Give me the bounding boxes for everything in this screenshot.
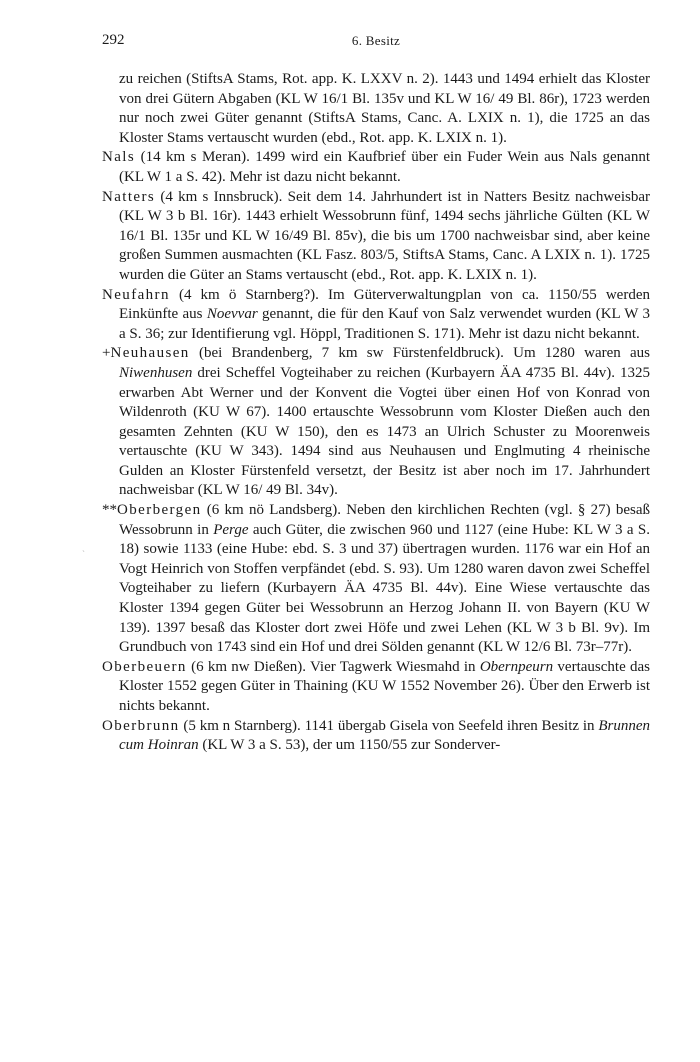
page-header — [102, 32, 650, 54]
entry-marker: + — [102, 345, 111, 362]
historical-place-name: Brunnen cum Hoinran — [119, 717, 650, 754]
entry-text: vertauschte das Kloster 1552 gegen Güter in Thaining (KU W 1552 November 26). Über den Erwerb ist nichts bekannt. — [119, 658, 650, 714]
entry-text: (KL W 3 a S. 53), der um 1150/55 zur Sonderver- — [198, 737, 501, 754]
entry-cont — [102, 70, 650, 148]
entry-text: (4 km ö Starnberg?). Im Güterverwaltungplan von ca. 1150/55 werden Einkünfte aus — [119, 286, 650, 323]
entry-text: genannt, die für den Kauf von Salz verwendet wurden (KL W 3 a S. 36; zur Identifierung vgl. Höppl, Traditionen S. 171). Mehr ist dazu nicht bekannt. — [119, 306, 650, 342]
entry-text: (6 km nö Landsberg). Neben den kirchlichen Rechten (vgl. § 27) besaß Wessobrunn in — [119, 502, 650, 538]
entry-text: zu reichen (StiftsA Stams, Rot. app. K. LXXV n. 2). 1443 und 1494 erhielt das Kloster von drei Gütern Abgaben (KL W 16/1 Bl. 135v und KL W 16/ 49 Bl. 86r), 1723 werden nur noch zwei Güter genannt (StiftsA Stams, Canc. A. LXIX n. 1), die 1725 an das Kloster Stams vertauscht wurden (ebd., Rot. app. K. LXIX n. 1). — [119, 71, 650, 146]
entry-headword: Oberbergen — [117, 502, 202, 519]
entry-headword: Oberbrunn — [102, 717, 180, 734]
entry-text: (14 km s Meran). 1499 wird ein Kaufbrief über ein Fuder Wein aus Nals genannt (KL W 1 a S. 42). Mehr ist dazu nicht bekannt. — [119, 149, 650, 185]
entry-marker: ** — [102, 502, 117, 519]
entry-text: (4 km s Innsbruck). Seit dem 14. Jahrhundert ist in Natters Besitz nachweisbar (KL W 3 b Bl. 16r). 1443 erhielt Wessobrunn fünf, 1494 sechs jährliche Gülten (KL W 16/1 Bl. 135r und KL W 16/49 Bl. 85v), die bis um 1700 nachweisbar sind, aber keine großen Summen ausmachten (KL Fasz. 803/5, StiftsA Stams, Canc. A LXIX n. 1). 1725 wurden die Güter an Stams vertauscht (ebd., Rot. app. K. LXIX n. 1). — [119, 188, 650, 283]
running-title: 6. Besitz — [351, 33, 401, 48]
entry-oberbergen — [102, 501, 650, 658]
entry-oberbeuern — [102, 658, 650, 717]
entry-text: auch Güter, die zwischen 960 und 1127 (eine Hube: KL W 3 a S. 18) sowie 1133 (eine Hube: ebd. S. 3 und 37) übertragen wurden. 1176 war ein Hof an Vogt Heinrich von Stoffen verpfändet (ebd. S. 93). Um 1280 waren davon zwei Scheffel Vogteihaber zu liefern (Kurbayern ÄA 4735 Bl. 44v). Eine Wiese vertauschte das Kloster 1394 gegen Güter bei Wessobrunn an Herzog Johann II. von Bayern (KU W 139). 1397 besaß das Kloster dort zwei Höfe und zwei Lehen (KL W 3 b Bl. 9v). Im Grundbuch von 1743 sind ein Hof und drei Sölden genannt (KL W 12/6 Bl. 73r–77r). — [119, 521, 651, 656]
entry-text: (5 km n Starnberg). 1141 übergab Gisela von Seefeld ihren Besitz in — [179, 717, 599, 734]
entry-nals — [102, 148, 650, 187]
historical-place-name: Perge — [213, 521, 249, 538]
entry-text: (bei Brandenberg, 7 km sw Fürstenfeldbruck). Um 1280 waren aus — [189, 345, 650, 362]
entry-list — [102, 70, 650, 756]
page-number: 292 — [102, 32, 125, 48]
entry-headword: Neuhausen — [110, 345, 190, 362]
entry-natters — [102, 188, 650, 286]
historical-place-name: Niwenhusen — [119, 364, 193, 381]
entry-headword: Neufahrn — [102, 286, 170, 303]
entry-headword: Natters — [102, 188, 156, 205]
entry-neuhausen — [102, 344, 650, 501]
entry-headword: Nals — [102, 149, 136, 166]
historical-place-name: Noevvar — [206, 306, 258, 323]
entry-text: (6 km nw Dießen). Vier Tagwerk Wiesmahd in — [186, 658, 480, 675]
scan-speck: ˋ — [82, 549, 85, 559]
historical-place-name: Obernpeurn — [479, 658, 554, 675]
entry-neufahrn — [102, 286, 650, 345]
entry-headword: Oberbeuern — [102, 658, 187, 675]
entry-oberbrunn — [102, 717, 650, 756]
entry-text: drei Scheffel Vogteihaber zu reichen (Kurbayern ÄA 4735 Bl. 44v). 1325 erwarben Abt Werner und der Konvent die Vogtei über einen Hof von Konrad von Wildenroth (KU W 67). 1400 ertauschte Wessobrunn vom Kloster Dießen auch den gesamten Zehnten (KU W 150), den es 1473 an Ulrich Schuster zu Moorenweis vertauschte (KU W 343). 1494 sind aus Neuhausen und Englmuting 4 rheinische Gulden an Kloster Fürstenfeld versetzt, der Besitz ist aber noch im 17. Jahrhundert nachweisbar (KL W 16/ 49 Bl. 34v). — [119, 364, 650, 499]
